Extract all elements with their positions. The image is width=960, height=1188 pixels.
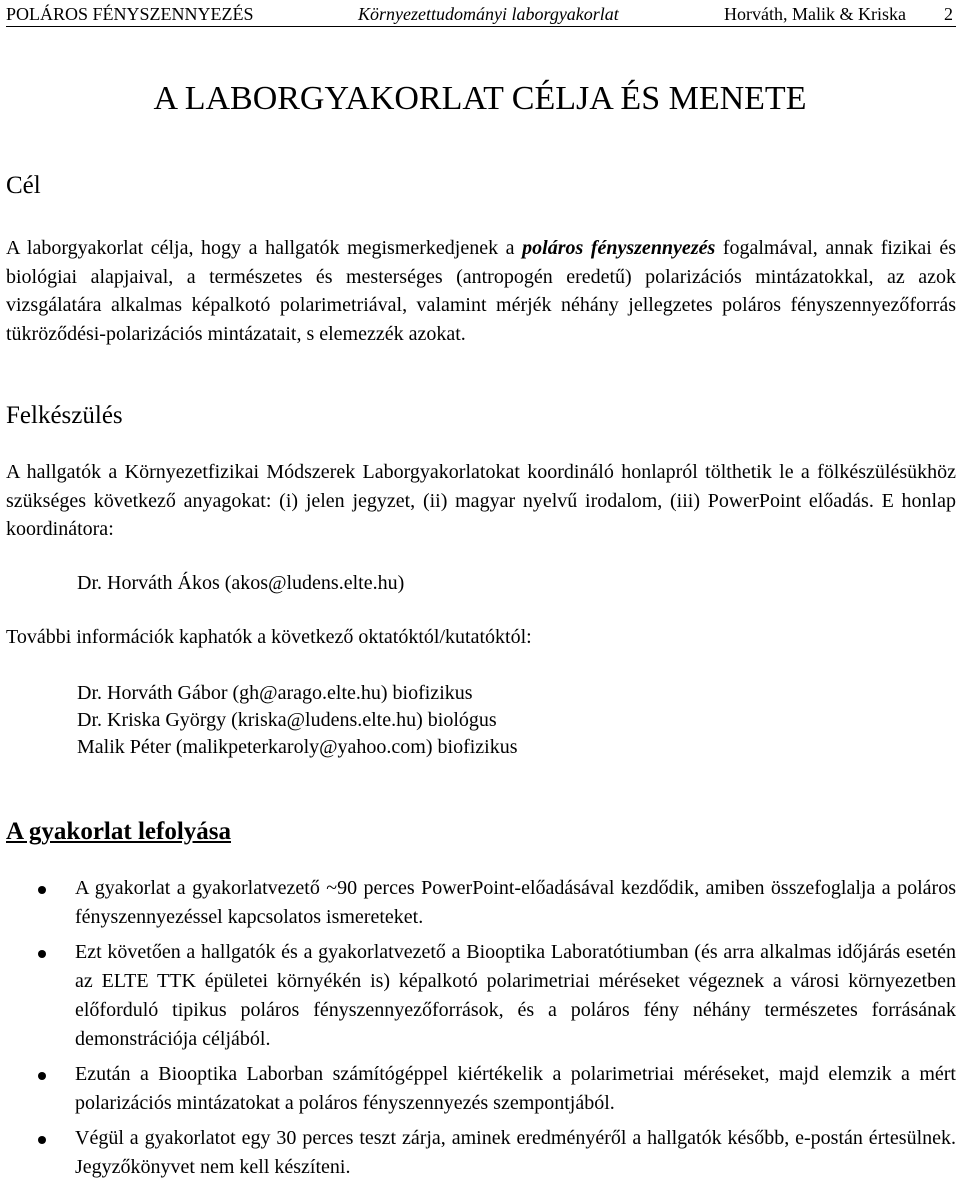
- header-authors: Horváth, Malik & Kriska: [724, 4, 906, 24]
- page-header: [6, 4, 956, 27]
- list-item-text: Ezután a Biooptika Laborban számítógéppel kiértékelik a polarimetriai méréseket, majd elemzik a mért polarizációs mintázatokat a poláros fényszennyezés szempontjából.: [75, 1063, 956, 1114]
- header-course-title: POLÁROS FÉNYSZENNYEZÉS: [6, 4, 254, 24]
- page-number: 2: [944, 4, 953, 24]
- cel-emphasis: poláros fényszennyezés: [522, 237, 716, 259]
- contact-line: Malik Péter (malikpeterkaroly@yahoo.com) biofizikus: [77, 736, 518, 758]
- cel-text-after: fogalmával, annak fizikai és biológiai alapjaival, a természetes és mesterséges (antropogén eredetű) polarizációs mintázatokkal, az azok vizsgálatára alkalmas képalkotó polarimetriával, valamint mérjék néhány jellegzetes poláros fényszennyezőforrás tükröződési-polarizációs mintázatait, s elemezzék azokat.: [6, 237, 957, 345]
- section-heading-lefolyas: A gyakorlat lefolyása: [6, 818, 231, 845]
- section-heading-cel: Cél: [6, 172, 41, 199]
- bullet-icon: [38, 950, 46, 958]
- list-item-text: A gyakorlat a gyakorlatvezető ~90 perces PowerPoint-előadásával kezdődik, amiben összefoglalja a poláros fényszennyezéssel kapcsolatos ismereteket.: [75, 877, 956, 928]
- contact-line: Dr. Horváth Gábor (gh@arago.elte.hu) biofizikus: [77, 682, 473, 704]
- bullet-icon: [38, 1136, 46, 1144]
- page-title: A LABORGYAKORLAT CÉLJA ÉS MENETE: [153, 80, 807, 117]
- list-item: [0, 874, 956, 932]
- list-item-text: Végül a gyakorlatot egy 30 perces teszt zárja, aminek eredményéről a hallgatók később, e-postán értesülnek. Jegyzőkönyvet nem kell készíteni.: [75, 1127, 956, 1178]
- section-heading-felkeszules: Felkészülés: [6, 402, 123, 429]
- bullet-icon: [38, 886, 46, 894]
- list-item-text: Ezt követően a hallgatók és a gyakorlatvezető a Biooptika Laboratótiumban (és arra alkalmas időjárás esetén az ELTE TTK épületei környékén is) képalkotó polarimetriai méréseket végeznek a városi környezetben előforduló tipikus poláros fényszennyezőforrások, és a poláros fény néhány természetes forrásának demonstrációja céljából.: [75, 941, 956, 1050]
- list-item: [0, 938, 956, 1054]
- bullet-icon: [38, 1072, 46, 1080]
- header-course-name: Környezettudományi laborgyakorlat: [358, 4, 619, 24]
- felkeszules-paragraph: A hallgatók a Környezetfizikai Módszerek Laborgyakorlatokat koordináló honlapról tölthetik le a fölkészülésükhöz szükséges következő anyagokat: (i) jelen jegyzet, (ii) magyar nyelvű irodalom, (iii) PowerPoint előadás. E honlap koordinátora:: [6, 461, 956, 540]
- contact-line: Dr. Kriska György (kriska@ludens.elte.hu) biológus: [77, 709, 497, 731]
- more-info-line: További információk kaphatók a következő oktatóktól/kutatóktól:: [6, 626, 532, 648]
- cel-paragraph: [6, 234, 956, 348]
- list-item: [0, 1060, 956, 1118]
- cel-text-before: A laborgyakorlat célja, hogy a hallgatók megismerkedjenek a: [6, 237, 523, 259]
- coordinator-line: Dr. Horváth Ákos (akos@ludens.elte.hu): [77, 572, 405, 594]
- list-item: [0, 1124, 956, 1182]
- procedure-list: [0, 874, 956, 1188]
